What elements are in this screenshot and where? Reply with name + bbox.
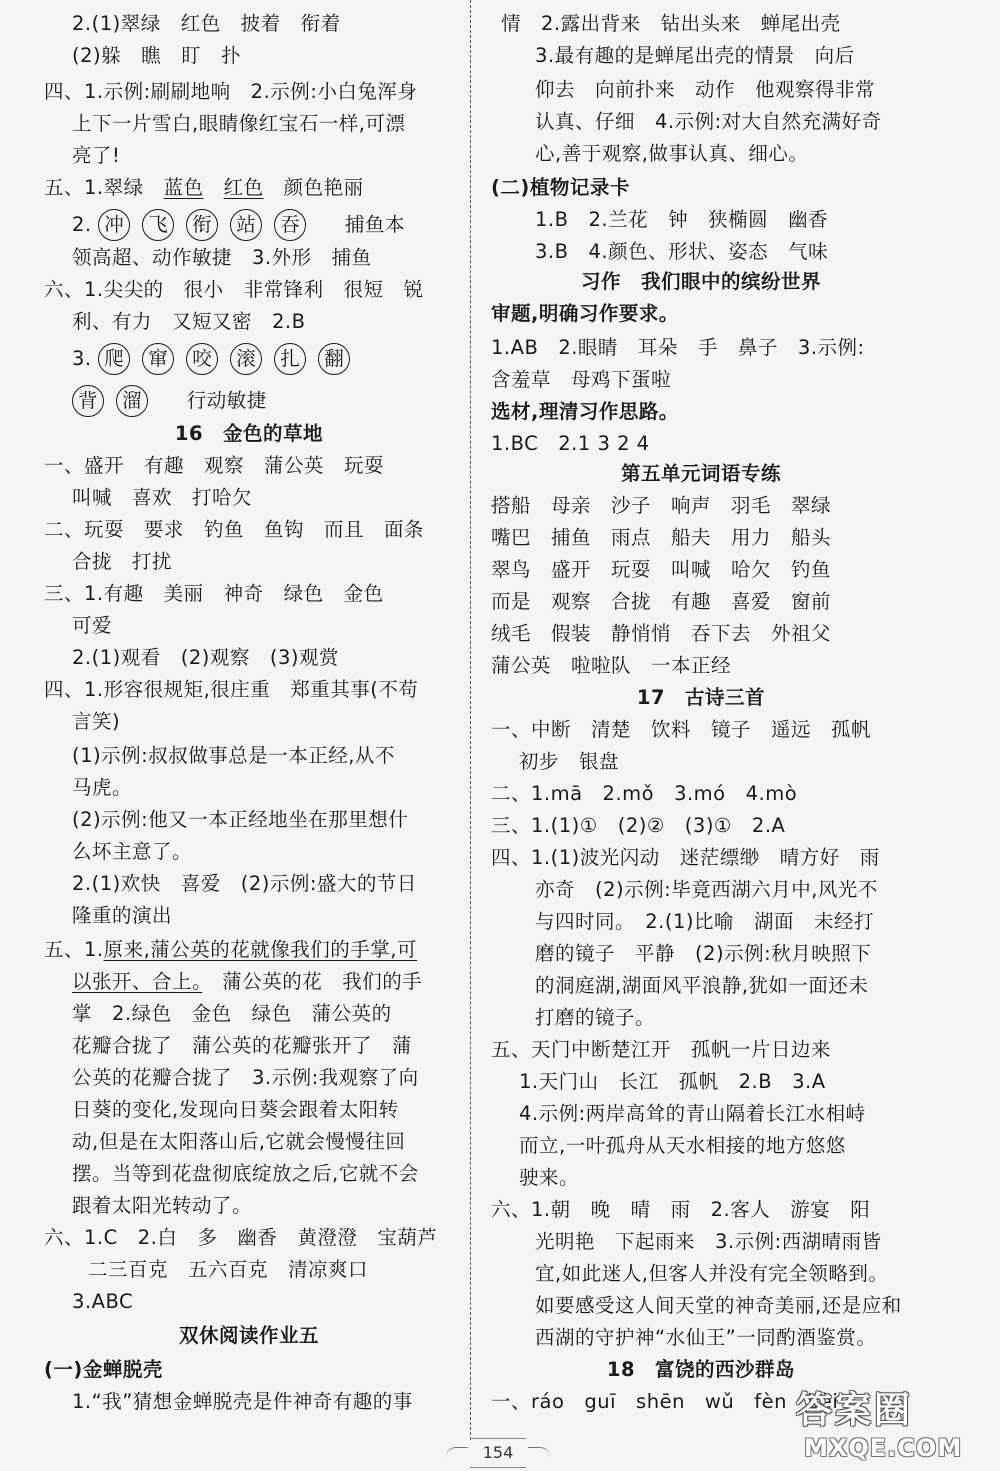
answer-line: 领高超、动作敏捷 3.外形 捕鱼 xyxy=(72,246,372,269)
answer-line: 三、1.(1)① (2)② (3)① 2.A xyxy=(491,814,786,837)
answer-line: 磨的镜子 平静 (2)示例:秋月映照下 xyxy=(535,942,872,965)
answer-line: 二、1.mā 2.mǒ 3.mó 4.mò xyxy=(491,782,798,805)
answer-line: 2.(1)观看 (2)观察 (3)观赏 xyxy=(72,646,339,669)
page-number: 154 xyxy=(470,1438,526,1468)
column-divider xyxy=(470,0,471,1440)
section-title: 17 古诗三首 xyxy=(636,686,766,709)
circled-char: 爬 xyxy=(98,343,130,375)
answer-line: 利、有力 又短又密 2.B xyxy=(72,310,306,333)
answer-line: 而立,一叶孤舟从天水相接的地方悠悠 xyxy=(519,1134,846,1157)
answer-line: 六、1.尖尖的 很小 非常锋利 很短 锐 xyxy=(44,278,424,301)
answer-line: 打磨的镜子。 xyxy=(535,1006,656,1029)
answer-line: 如要感受这人间天堂的神奇美丽,还是应和 xyxy=(535,1294,902,1317)
answer-line: 么坏主意了。 xyxy=(72,840,193,863)
underlined-answer: 红色 xyxy=(223,176,264,199)
circled-char: 溜 xyxy=(116,385,148,417)
answer-line: 五、天门中断楚江开 孤帆一片日边来 xyxy=(491,1038,832,1061)
answer-line: 叫喊 喜欢 打哈欠 xyxy=(72,486,253,509)
circled-answer-line: 2. 冲 飞 衔 站 吞 捕鱼本 xyxy=(72,208,405,242)
answer-line: 光明艳 下起雨来 3.示例:西湖晴雨皆 xyxy=(535,1230,882,1253)
answer-line: (2)躲 瞧 盯 扑 xyxy=(72,44,242,67)
answer-line: 3.ABC xyxy=(72,1290,134,1313)
answer-line: 掌 2.绿色 金色 绿色 蒲公英的 xyxy=(72,1002,392,1025)
circled-char: 扎 xyxy=(274,343,306,375)
answer-line: 宜,如此迷人,但客人并没有完全领略到。 xyxy=(535,1262,889,1285)
answer-line: 亦奇 (2)示例:毕竟西湖六月中,风光不 xyxy=(535,878,878,901)
sub-heading: (一)金蝉脱壳 xyxy=(44,1358,163,1381)
section-title: 习作 我们眼中的缤纷世界 xyxy=(580,270,821,293)
circled-char: 咬 xyxy=(186,343,218,375)
answer-line: 六、1.朝 晚 晴 雨 2.客人 游宴 阳 xyxy=(491,1198,871,1221)
answer-line: 可爱 xyxy=(72,614,113,637)
answer-line: 心,善于观察,做事认真、细心。 xyxy=(535,142,809,165)
answer-line: 隆重的演出 xyxy=(72,904,173,927)
underlined-answer: 以张开、合上。 xyxy=(72,970,203,993)
answer-line: 情 2.露出背来 钻出头来 蝉尾出壳 xyxy=(501,12,841,35)
answer-line: 以张开、合上。 蒲公英的花 我们的手 xyxy=(72,970,423,993)
answer-line: 日葵的变化,发现向日葵会跟着太阳转 xyxy=(72,1098,399,1121)
section-title: 16 金色的草地 xyxy=(174,422,324,445)
answer-line: 3.B 4.颜色、形状、姿态 气味 xyxy=(535,240,829,263)
circled-char: 飞 xyxy=(142,209,174,241)
answer-line: 五、1.原来,蒲公英的花就像我们的手掌,可 xyxy=(44,938,418,961)
watermark-badge: 答案圈 xyxy=(796,1390,914,1431)
circled-char: 背 xyxy=(72,385,104,417)
answer-line: 一、盛开 有趣 观察 蒲公英 玩耍 xyxy=(44,454,385,477)
underlined-answer: 原来,蒲公英的花就像我们的手掌,可 xyxy=(103,938,418,961)
answer-line: (1)示例:叔叔做事总是一本正经,从不 xyxy=(72,744,395,767)
word-row: 搭船 母亲 沙子 响声 羽毛 翠绿 xyxy=(491,494,832,517)
answer-line: 摆。当等到花盘彻底绽放之后,它就不会 xyxy=(72,1162,419,1185)
circled-answer-line: 3. 爬 窜 咬 滚 扎 翻 xyxy=(72,342,350,376)
word-row: 翠鸟 盛开 玩耍 叫喊 哈欠 钓鱼 xyxy=(491,558,832,581)
answer-line: 1.B 2.兰花 钟 狭椭圆 幽香 xyxy=(535,208,829,231)
answer-line: 与四时同。 2.(1)比喻 湖面 未经打 xyxy=(535,910,874,933)
section-title: 18 富饶的西沙群岛 xyxy=(606,1358,796,1381)
answer-line: 跟着太阳光转动了。 xyxy=(72,1194,253,1217)
circled-answer-line: 背 溜 行动敏捷 xyxy=(72,384,267,418)
answer-line: 一、中断 清楚 饮料 镜子 遥远 孤帆 xyxy=(491,718,872,741)
circled-char: 滚 xyxy=(230,343,262,375)
section-title: 第五单元词语专练 xyxy=(620,462,781,485)
answer-line: 认真、仔细 4.示例:对大自然充满好奇 xyxy=(535,110,882,133)
answer-line: 亮了! xyxy=(72,144,121,167)
answer-line: 的洞庭湖,湖面风平浪静,犹如一面还未 xyxy=(535,974,869,997)
sub-heading: 审题,明确习作要求。 xyxy=(491,302,679,325)
circled-char: 衔 xyxy=(186,209,218,241)
answer-line: 动,但是在太阳落山后,它就会慢慢往回 xyxy=(72,1130,406,1153)
answer-line: 初步 银盘 xyxy=(519,750,620,773)
answer-line: 1.BC 2.1 3 2 4 xyxy=(491,432,650,455)
circled-char: 窜 xyxy=(142,343,174,375)
answer-line: 含羞草 母鸡下蛋啦 xyxy=(491,368,672,391)
word-row: 嘴巴 捕鱼 雨点 船夫 用力 船头 xyxy=(491,526,832,549)
watermark-url: MXQE.COM xyxy=(804,1434,963,1462)
answer-line: (2)示例:他又一本正经地坐在那里想什 xyxy=(72,808,409,831)
circled-char: 翻 xyxy=(318,343,350,375)
answer-line: 1.天门山 长江 孤帆 2.B 3.A xyxy=(519,1070,826,1093)
answer-line: 马虎。 xyxy=(72,776,133,799)
answer-line: 四、1.(1)波光闪动 迷茫缥缈 晴方好 雨 xyxy=(491,846,880,869)
word-row: 蒲公英 啦啦队 一本正经 xyxy=(491,654,732,677)
answer-line: 2.(1)欢快 喜爱 (2)示例:盛大的节日 xyxy=(72,872,417,895)
sub-heading: (二)植物记录卡 xyxy=(491,176,630,199)
pinyin-line: 一、ráo guī shēn wǔ fèn bèi xyxy=(491,1390,839,1413)
answer-line: 三、1.有趣 美丽 神奇 绿色 金色 xyxy=(44,582,384,605)
circled-char: 站 xyxy=(230,209,262,241)
answer-line: 4.示例:两岸高耸的青山隔着长江水相峙 xyxy=(519,1102,866,1125)
answer-line: 西湖的守护神“水仙王”一同酌酒鉴赏。 xyxy=(535,1326,877,1349)
answer-line: 3.最有趣的是蝉尾出壳的情景 向后 xyxy=(535,44,855,67)
circled-char: 吞 xyxy=(274,209,306,241)
answer-line: 1.“我”猜想金蝉脱壳是件神奇有趣的事 xyxy=(72,1390,413,1413)
answer-line: 二、玩耍 要求 钓鱼 鱼钩 而且 面条 xyxy=(44,518,425,541)
answer-line: 四、1.形容很规矩,很庄重 郑重其事(不苟 xyxy=(44,678,419,701)
answer-line: 言笑) xyxy=(72,710,121,733)
answer-line: 花瓣合拢了 蒲公英的花瓣张开了 蒲 xyxy=(72,1034,413,1057)
section-title: 双休阅读作业五 xyxy=(178,1324,319,1347)
circled-char: 冲 xyxy=(98,209,130,241)
sub-heading: 选材,理清习作思路。 xyxy=(491,400,679,423)
answer-line: 仰去 向前扑来 动作 他观察得非常 xyxy=(535,78,876,101)
answer-line: 2.(1)翠绿 红色 披着 衔着 xyxy=(72,12,341,35)
answer-line: 六、1.C 2.白 多 幽香 黄澄澄 宝葫芦 xyxy=(44,1226,438,1249)
answer-line: 公英的花瓣合拢了 3.示例:我观察了向 xyxy=(72,1066,419,1089)
answer-line: 四、1.示例:刷刷地响 2.示例:小白兔浑身 xyxy=(44,80,418,103)
word-row: 而是 观察 合拢 有趣 喜爱 窗前 xyxy=(491,590,832,613)
answer-line: 合拢 打扰 xyxy=(72,550,173,573)
answer-line: 1.AB 2.眼睛 耳朵 手 鼻子 3.示例: xyxy=(491,336,865,359)
answer-line: 二三百克 五六百克 清凉爽口 xyxy=(88,1258,369,1281)
watermark-logo xyxy=(796,1382,996,1468)
word-row: 绒毛 假装 静悄悄 吞下去 外祖父 xyxy=(491,622,832,645)
answer-line: 驶来。 xyxy=(519,1166,580,1189)
answer-line: 上下一片雪白,眼睛像红宝石一样,可漂 xyxy=(72,112,406,135)
answer-line: 五、1.翠绿 蓝色 红色 颜色艳丽 xyxy=(44,176,364,199)
underlined-answer: 蓝色 xyxy=(163,176,204,199)
